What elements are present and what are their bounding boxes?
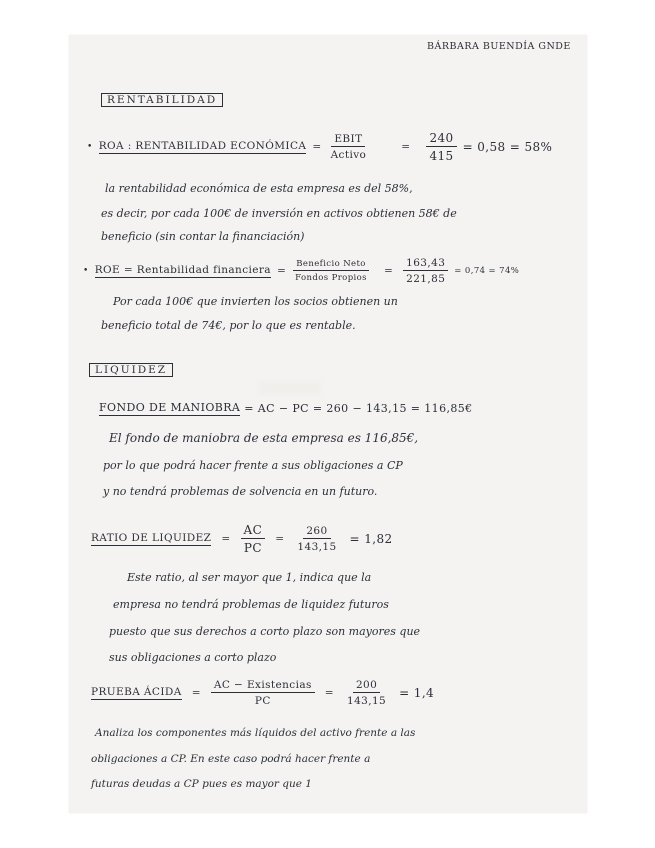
prueba-denominator: PC [254,695,271,707]
roa-value-den: 415 [429,149,454,163]
bullet: • [83,266,89,276]
ratio-values [294,525,339,553]
fondo-formula [99,401,473,416]
ratio-value-num: 260 [303,525,330,539]
roa-label: ROA : RENTABILIDAD ECONÓMICA [98,140,307,152]
prueba-result: = 1,4 [399,686,435,700]
prueba-numerator: AC − Existencias [211,679,315,693]
ratio-label: RATIO DE LIQUIDEZ [91,532,212,544]
ratio-numerator: AC [241,523,266,539]
smudge [259,381,321,395]
prueba-value-den: 143,15 [347,695,387,707]
ratio-text-line-2: empresa no tendrá problemas de liquidez futuros [113,598,389,611]
roe-text-line-1: Por cada 100€ que invierten los socios obtienen un [113,295,398,308]
roe-formula [83,257,519,285]
prueba-formula [91,679,434,707]
author-name: BÁRBARA BUENDÍA GNDE [427,41,571,52]
roe-label: ROE = Rentabilidad financiera [94,264,271,276]
equals: = [221,533,231,545]
roa-value-num: 240 [426,131,456,147]
fondo-text-line-2: por lo que podrá hacer frente a sus obligaciones a CP [103,459,403,472]
roe-value-num: 163,43 [403,257,448,271]
prueba-fraction [211,679,315,707]
bullet: • [87,142,93,152]
roa-fraction [328,133,370,161]
equals: = [276,265,287,277]
ratio-fraction [241,523,266,555]
ratio-text-line-3: puesto que sus derechos a corto plazo son mayores que [109,625,421,638]
prueba-label: PRUEBA ÁCIDA [91,686,182,698]
ratio-value-den: 143,15 [297,541,337,553]
fondo-text-line-3: y no tendrá problemas de solvencia en un futuro. [103,485,378,498]
roa-values [426,131,456,163]
roa-denominator: Activo [330,149,367,161]
roe-value-den: 221,85 [406,273,446,285]
equals: = [324,687,334,699]
fondo-label: FONDO DE MANIOBRA [99,401,241,414]
equals: = [401,141,411,153]
notebook-page [69,35,587,813]
roe-text-line-2: beneficio total de 74€, por lo que es rentable. [101,319,356,332]
roe-denominator: Fondos Propios [295,273,367,283]
ratio-text-line-1: Este ratio, al ser mayor que 1, indica que la [127,571,372,584]
roa-text-line-2: es decir, por cada 100€ de inversión en activos obtienen 58€ de [101,207,457,220]
section-title-rentabilidad: RENTABILIDAD [101,93,223,107]
prueba-value-num: 200 [353,679,380,693]
roe-fraction [292,259,370,283]
roe-values [403,257,448,285]
roa-numerator: EBIT [331,133,365,147]
prueba-values [344,679,389,707]
roa-result: = 0,58 = 58% [462,140,553,154]
equals: = [312,141,322,153]
prueba-text-line-3: futuras deudas a CP pues es mayor que 1 [91,778,312,790]
ratio-text-line-4: sus obligaciones a corto plazo [109,651,277,664]
equals: = [275,533,285,545]
equals: = [383,265,394,277]
fondo-text-line-1: El fondo de maniobra de esta empresa es 116,85€, [109,431,419,445]
ratio-formula [91,523,393,555]
roa-formula [87,131,552,163]
ratio-result: = 1,82 [349,532,393,546]
roa-text-line-1: la rentabilidad económica de esta empresa es del 58%, [105,182,413,195]
roe-result: = 0,74 = 74% [454,266,520,276]
roa-text-line-3: beneficio (sin contar la financiación) [101,230,305,243]
roe-numerator: Beneficio Neto [293,259,369,271]
ratio-denominator: PC [243,541,262,555]
prueba-text-line-2: obligaciones a CP. En este caso podrá hacer frente a [91,753,371,765]
prueba-text-line-1: Analiza los componentes más líquidos del activo frente a las [95,727,416,739]
fondo-calc: = AC − PC = 260 − 143,15 = 116,85€ [244,402,473,415]
equals: = [191,687,201,699]
section-title-liquidez: LIQUIDEZ [89,363,173,377]
